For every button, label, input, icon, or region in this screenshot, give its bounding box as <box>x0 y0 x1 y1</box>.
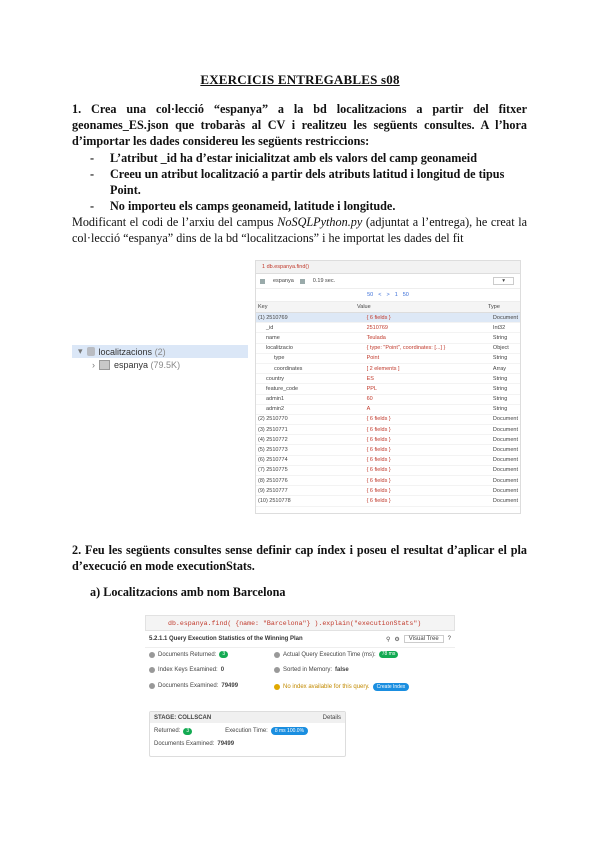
table-cell: 60 <box>365 394 491 404</box>
python-file-name: NoSQLPython.py <box>277 215 363 229</box>
question-2-text: 2. Feu les següents consultes sense definir cap índex i poseu el resultat d’aplicar el pla d’execució en mode executionStats. <box>72 543 527 573</box>
explain-header: 5.2.1.1 Query Execution Statistics of the Winning Plan ⚲ ⚙ Visual Tree ? <box>145 631 455 648</box>
table-cell: Document <box>491 465 520 475</box>
table-cell: 2510769 <box>365 323 491 333</box>
table-row[interactable] <box>256 343 520 353</box>
table-cell: (1) 2510769 <box>256 313 365 323</box>
table-cell: Document <box>491 445 520 455</box>
table-cell: { 6 fields } <box>365 455 491 465</box>
stat-sorted: Sorted in Memory: false <box>274 667 349 673</box>
page-start[interactable]: 1 <box>394 292 398 298</box>
view-select[interactable]: Visual Tree <box>404 635 444 643</box>
table-row[interactable] <box>256 445 520 455</box>
table-cell: [ 2 elements ] <box>365 363 491 373</box>
table-cell: Document <box>491 486 520 496</box>
table-cell: (2) 2510770 <box>256 414 365 424</box>
clock-icon <box>300 279 305 284</box>
table-cell: String <box>491 404 520 414</box>
page-title: EXERCICIS ENTREGABLES s08 <box>200 72 400 87</box>
explain-query[interactable]: db.espanya.find( {name: "Barcelona"} ).explain("executionStats") <box>145 615 455 631</box>
table-row[interactable] <box>256 455 520 465</box>
collection-icon <box>99 360 110 370</box>
collection-size: (79.5K) <box>150 359 181 370</box>
details-link[interactable]: Details <box>322 714 341 721</box>
table-cell: { 6 fields } <box>365 476 491 486</box>
table-cell: localitzacio <box>256 343 365 353</box>
table-cell: coordinates <box>256 363 365 373</box>
table-cell: Teulada <box>365 333 491 343</box>
table-cell: ES <box>365 374 491 384</box>
table-row[interactable] <box>256 323 520 333</box>
table-cell: (6) 2510774 <box>256 455 365 465</box>
result-table <box>256 313 520 507</box>
table-row[interactable] <box>256 394 520 404</box>
stat-keys-examined: Index Keys Examined: 0 <box>149 667 224 673</box>
table-row[interactable] <box>256 313 520 323</box>
collection-name: espanya <box>114 359 149 370</box>
table-cell: feature_code <box>256 384 365 394</box>
table-cell: { 6 fields } <box>365 496 491 506</box>
stats-grid <box>149 647 449 707</box>
stat-exec-time: Actual Query Execution Time (ms): 78 ms <box>274 651 398 658</box>
stat-docs-examined: Documents Examined: 79499 <box>149 683 238 689</box>
table-row[interactable] <box>256 435 520 445</box>
table-cell: Document <box>491 476 520 486</box>
table-cell: name <box>256 333 365 343</box>
restriction-item: - Creeu un atribut localització a partir dels atributs latitud i longitud de tipus Point. <box>88 166 528 198</box>
tree-db-row[interactable]: ▾ localitzacions (2) <box>72 345 248 358</box>
help-icon[interactable]: ? <box>447 636 451 642</box>
stage-header: STAGE: COLLSCAN Details <box>150 712 345 723</box>
question-1-text: 1. Crea una col·lecció “espanya” a la bd localitzacions a partir del fitxer geonames_ES.json que trobaràs al CV i realitzeu les següents consultes. A l’hora d’importar les dades considereu les següents restriccions: <box>72 102 527 148</box>
table-cell: Int32 <box>491 323 520 333</box>
table-cell: (10) 2510778 <box>256 496 365 506</box>
table-cell: Object <box>491 343 520 353</box>
table-cell: String <box>491 384 520 394</box>
database-icon <box>87 347 95 356</box>
table-row[interactable] <box>256 496 520 506</box>
modification-note: Modificant el codi de l’arxiu del campus NoSQLPython.py (adjuntat a l’entrega), he creat la col·lecció “espanya” dins de la bd “localitzacions” i he importat les dades del fit <box>72 215 527 245</box>
restriction-item: - No importeu els camps geonameid, latitude i longitude. <box>88 198 528 214</box>
table-cell: Document <box>491 414 520 424</box>
table-cell: { 6 fields } <box>365 486 491 496</box>
prev-page-button[interactable]: < <box>378 292 382 298</box>
table-row[interactable] <box>256 333 520 343</box>
db-count: (2) <box>154 346 166 357</box>
db-tree-panel <box>72 345 248 371</box>
restriction-item: - L’atribut _id ha d’estar inicialitzat amb els valors del camp geonameid <box>88 150 528 166</box>
table-cell: admin2 <box>256 404 365 414</box>
settings-icon[interactable]: ⚙ <box>394 636 400 643</box>
table-cell: country <box>256 374 365 384</box>
table-cell: { 6 fields } <box>365 445 491 455</box>
table-row[interactable] <box>256 363 520 373</box>
search-icon[interactable]: ⚲ <box>385 636 391 643</box>
table-row[interactable] <box>256 476 520 486</box>
table-cell: type <box>256 353 365 363</box>
db-name: localitzacions <box>98 346 153 357</box>
table-cell: { 6 fields } <box>365 425 491 435</box>
table-row[interactable] <box>256 414 520 424</box>
table-cell: { 6 fields } <box>365 435 491 445</box>
table-cell: Array <box>491 363 520 373</box>
table-row[interactable] <box>256 404 520 414</box>
table-row[interactable] <box>256 384 520 394</box>
result-header: Key Value Type <box>256 302 520 313</box>
table-cell: A <box>365 404 491 414</box>
query-bar[interactable]: 1 db.espanya.find() <box>256 261 520 274</box>
table-cell: { type: "Point", coordinates: [...] } <box>365 343 491 353</box>
table-cell: { 6 fields } <box>365 414 491 424</box>
stage-docs-examined: Documents Examined: 79499 <box>154 741 235 747</box>
table-cell: Document <box>491 455 520 465</box>
collection-icon <box>260 279 265 284</box>
no-index-warning: No index available for this query. Create Index <box>274 683 409 691</box>
restrictions-list <box>88 150 528 214</box>
table-cell: (4) 2510772 <box>256 435 365 445</box>
explain-panel <box>145 615 455 747</box>
table-cell: Document <box>491 496 520 506</box>
table-cell: String <box>491 374 520 384</box>
table-cell: (7) 2510775 <box>256 465 365 475</box>
table-row[interactable] <box>256 374 520 384</box>
subquestion-a: a) Localitzacions amb nom Barcelona <box>90 585 286 599</box>
table-cell: String <box>491 333 520 343</box>
stat-docs-returned: Documents Returned: 3 <box>149 651 228 658</box>
table-cell: { 6 fields } <box>365 465 491 475</box>
table-cell: { 6 fields } <box>365 313 491 323</box>
warning-icon <box>274 684 280 690</box>
stage-returned: Returned: 3 Execution Time: 8 ms 100.0% <box>154 727 308 735</box>
table-cell: (3) 2510771 <box>256 425 365 435</box>
table-cell: (9) 2510777 <box>256 486 365 496</box>
table-cell: admin1 <box>256 394 365 404</box>
table-cell: _id <box>256 323 365 333</box>
pagination-bar <box>256 289 520 302</box>
table-row[interactable] <box>256 486 520 496</box>
table-row[interactable] <box>256 353 520 363</box>
view-mode-select[interactable]: ▾ <box>493 277 514 285</box>
next-page-button[interactable]: > <box>386 292 390 298</box>
table-row[interactable] <box>256 465 520 475</box>
result-toolbar: espanya 0.19 sec. ▾ <box>256 274 520 289</box>
table-cell: Document <box>491 313 520 323</box>
table-cell: (8) 2510776 <box>256 476 365 486</box>
page-end[interactable]: 50 <box>402 292 409 298</box>
page-size[interactable]: 50 <box>367 292 374 298</box>
table-row[interactable] <box>256 425 520 435</box>
tree-collection-row[interactable]: › espanya (79.5K) <box>92 359 181 370</box>
table-cell: String <box>491 353 520 363</box>
table-cell: Document <box>491 435 520 445</box>
stage-card <box>149 711 346 757</box>
table-cell: Point <box>365 353 491 363</box>
query-result-panel <box>255 260 521 514</box>
table-cell: (5) 2510773 <box>256 445 365 455</box>
table-cell: PPL <box>365 384 491 394</box>
table-cell: String <box>491 394 520 404</box>
table-cell: Document <box>491 425 520 435</box>
create-index-button[interactable]: Create Index <box>373 683 410 691</box>
